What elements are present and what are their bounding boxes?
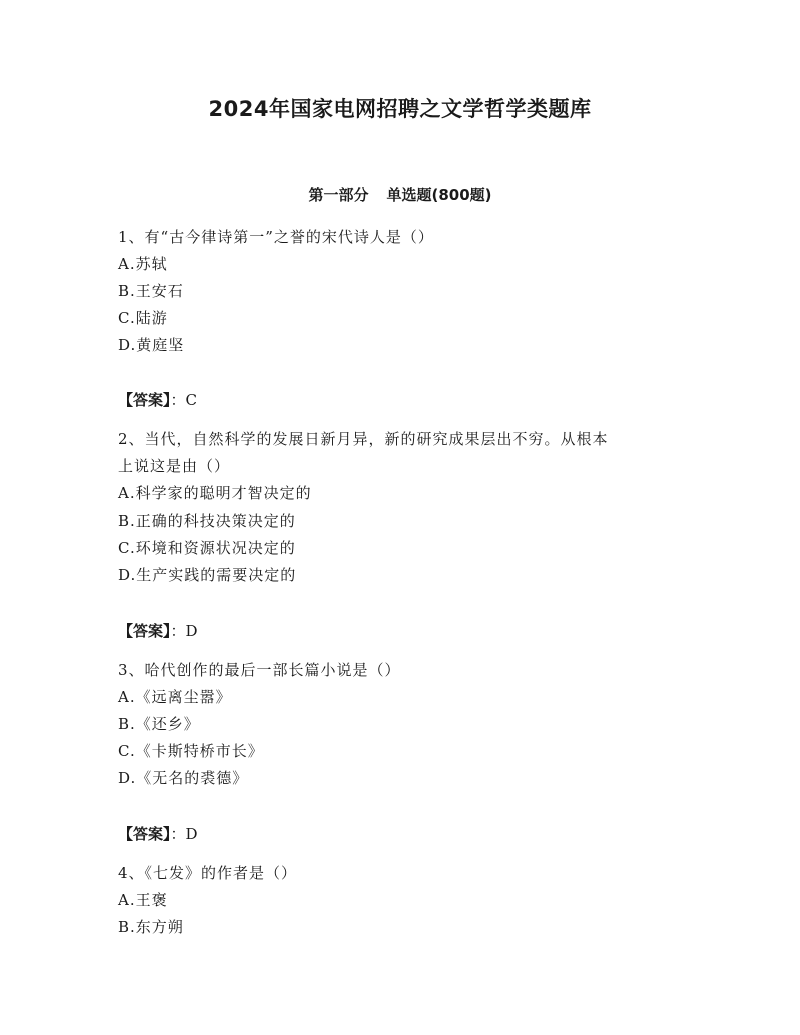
answer-value: ：C [170, 391, 197, 409]
answer-value: ：D [170, 622, 198, 640]
question-4-option-a: A.王褒 [118, 891, 168, 909]
question-3-option-b: B.《还乡》 [118, 715, 200, 733]
answer-value: ：D [170, 825, 198, 843]
question-1-option-a: A.苏轼 [118, 255, 168, 273]
question-3-stem: 3、哈代创作的最后一部长篇小说是（） [118, 661, 401, 679]
section-name: 第一部分 [308, 186, 369, 204]
question-1-option-b: B.王安石 [118, 282, 184, 300]
section-subtitle: 单选题(800题) [386, 186, 492, 204]
question-2-option-a: A.科学家的聪明才智决定的 [118, 484, 312, 502]
answer-label: 【答案】 [118, 622, 171, 640]
question-3-option-c: C.《卡斯特桥市长》 [118, 742, 264, 760]
question-4-option-b: B.东方朔 [118, 918, 184, 936]
answer-label: 【答案】 [118, 825, 171, 843]
answer-label: 【答案】 [118, 391, 171, 409]
question-2-option-d: D.生产实践的需要决定的 [118, 566, 297, 584]
question-3-option-a: A.《远离尘嚣》 [118, 688, 232, 706]
question-2-answer [118, 620, 198, 642]
question-3-answer [118, 823, 198, 845]
question-2-stem-line-2: 上说这是由（） [118, 457, 231, 475]
question-4-stem: 4、《七发》的作者是（） [118, 864, 298, 882]
question-1-answer [118, 389, 197, 411]
question-2-option-b: B.正确的科技决策决定的 [118, 512, 296, 530]
question-1-stem: 1、有“古今律诗第一”之誉的宋代诗人是（） [118, 228, 434, 246]
section-heading [0, 184, 800, 206]
document-title: 2024年国家电网招聘之文学哲学类题库 [208, 97, 592, 121]
question-1-option-c: C.陆游 [118, 309, 168, 327]
question-3-option-d: D.《无名的裘德》 [118, 769, 249, 787]
question-2-option-c: C.环境和资源状况决定的 [118, 539, 296, 557]
question-2-stem-line-1: 2、当代，自然科学的发展日新月异，新的研究成果层出不穷。从根本 [118, 430, 609, 448]
question-1-option-d: D.黄庭坚 [118, 336, 185, 354]
